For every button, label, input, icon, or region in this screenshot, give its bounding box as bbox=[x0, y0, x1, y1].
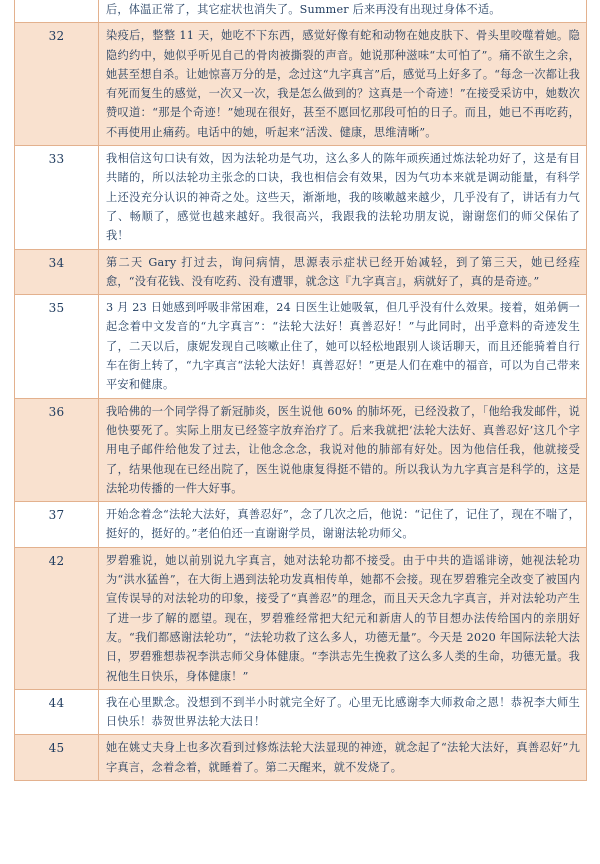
row-number: 32 bbox=[15, 23, 99, 146]
testimony-table bbox=[14, 0, 587, 781]
table-row bbox=[15, 735, 587, 781]
table-row bbox=[15, 502, 587, 548]
row-number: 44 bbox=[15, 689, 99, 735]
testimony-table-page bbox=[14, 0, 586, 781]
table-row bbox=[15, 689, 587, 735]
row-number bbox=[15, 0, 99, 23]
table-body bbox=[15, 0, 587, 780]
row-text: 我在心里默念。没想到不到半小时就完全好了。心里无比感谢李大师救命之恩！恭祝李大师生日快乐！恭贺世界法轮大法日！ bbox=[99, 689, 587, 735]
table-row bbox=[15, 23, 587, 146]
table-row bbox=[15, 398, 587, 501]
row-number: 37 bbox=[15, 502, 99, 548]
row-text: 第二天 Gary 打过去，询问病情，思源表示症状已经开始减轻，到了第三天，她已经痊愈，“没有花钱、没有吃药、没有遭罪，就念这『九字真言』，病就好了，真的是奇迹。” bbox=[99, 249, 587, 295]
row-number: 42 bbox=[15, 547, 99, 689]
row-text: 染疫后，整整 11 天，她吃不下东西，感觉好像有蛇和动物在她皮肤下、骨头里咬噬着她。隐隐约约中，她似乎听见自己的骨肉被撕裂的声音。她说那种滋味“太可怕了”。痛不欲生之余，她甚至想自杀。让她惊喜万分的是，念过这“九字真言”后，感觉马上好多了。“每念一次都让我有死而复生的感觉，一次又一次，我是怎么做到的？这真是一个奇迹！”在接受采访中，她数次赞叹道：“那是个奇迹！”她现在很好，甚至不愿回忆那段可怕的日子。而且，她已不再吃药，不再使用止痛药。电话中的她，听起来“活泼、健康，思维清晰”。 bbox=[99, 23, 587, 146]
table-row bbox=[15, 295, 587, 398]
row-text: 我相信这句口诀有效，因为法轮功是气功，这么多人的陈年顽疾通过炼法轮功好了，这是有目共睹的，所以法轮功主张念的口诀，我也相信会有效果，因为气功本来就是调动能量，有科学上还没充分认识的神奇之处。这些天，渐渐地，我的咳嗽越来越少，几乎没有了，讲话有力气了、畅顺了，感觉也越来越好。我很高兴，我跟我的法轮功朋友说，谢谢您们的师父保佑了我！ bbox=[99, 146, 587, 249]
table-row bbox=[15, 146, 587, 249]
row-text: 她在姚丈夫身上也多次看到过修炼法轮大法显现的神迹，就念起了“法轮大法好，真善忍好”九字真言，念着念着，就睡着了。第二天醒来，就不发烧了。 bbox=[99, 735, 587, 781]
row-text: 后，体温正常了，其它症状也消失了。Summer 后来再没有出现过身体不适。 bbox=[99, 0, 587, 23]
row-text: 我哈佛的一个同学得了新冠肺炎，医生说他 60% 的肺坏死，已经没救了，「他给我发邮件，说他快要死了。实际上朋友已经签字放弃治疗了。后来我就把‘法轮大法好、真善忍好’这几个字用电子邮件给他发了过去，让他念念念，我说对他的肺部有好处。因为他信任我，他就接受了，结果他现在已经出院了，医生说他康复得挺不错的。所以我认为九字真言是科学的，这是法轮功传播的一件大好事。 bbox=[99, 398, 587, 501]
row-text: 开始念着念“法轮大法好，真善忍好”，念了几次之后，他说：“记住了，记住了，现在不喘了，挺好的，挺好的。”老伯伯还一直谢谢学员，谢谢法轮功师父。 bbox=[99, 502, 587, 548]
row-text: 罗碧雅说，她以前别说九字真言，她对法轮功都不接受。由于中共的造谣诽谤，她视法轮功为“洪水猛兽”，在大街上遇到法轮功发真相传单，她都不会接。现在罗碧雅完全改变了被国内宣传误导的对法轮功的印象，接受了“真善忍”的理念，而且天天念九字真言，并对法轮功产生了进一步了解的愿望。现在，罗碧雅经常把大纪元和新唐人的节目想办法传给国内的亲朋好友。“我们都感谢法轮功”，“法轮功救了这么多人，功德无量”。今天是 2020 年国际法轮大法日，罗碧雅想恭祝李洪志师父身体健康。“李洪志先生挽救了这么多人类的生命，功德无量。我祝他生日快乐，身体健康！” bbox=[99, 547, 587, 689]
table-row bbox=[15, 0, 587, 23]
table-row bbox=[15, 547, 587, 689]
table-row bbox=[15, 249, 587, 295]
row-number: 36 bbox=[15, 398, 99, 501]
row-text: 3 月 23 日她感到呼吸非常困难，24 日医生让她吸氧，但几乎没有什么效果。接着，姐弟俩一起念着中文发音的“九字真言”：“法轮大法好！真善忍好！”与此同时，出乎意料的奇迹发生了，二天以后，康妮发现自己咳嗽止住了，她可以轻松地跟别人谈话聊天，而且还能骑着自行车在街上转了，“九字真言“法轮大法好！真善忍好！”更是人们在难中的福音，可以为自己带来平安和健康。 bbox=[99, 295, 587, 398]
row-number: 45 bbox=[15, 735, 99, 781]
row-number: 33 bbox=[15, 146, 99, 249]
row-number: 34 bbox=[15, 249, 99, 295]
row-number: 35 bbox=[15, 295, 99, 398]
